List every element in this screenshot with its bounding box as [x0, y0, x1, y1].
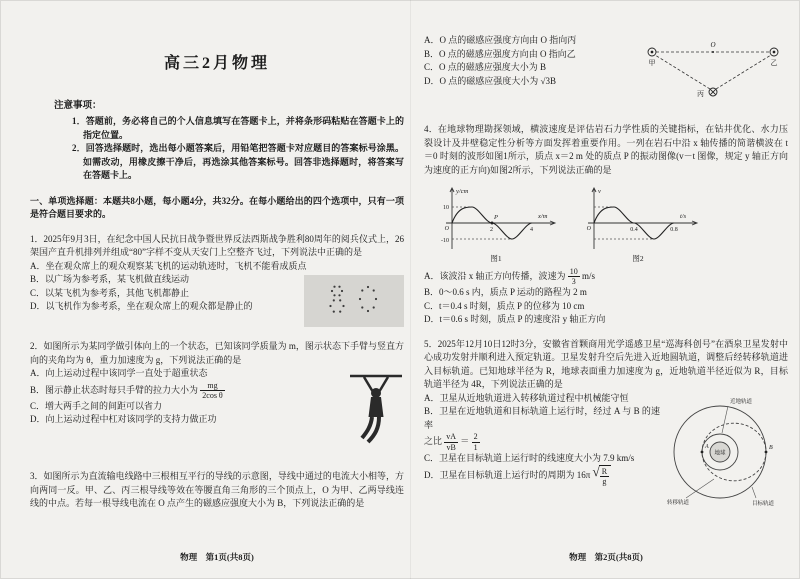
point-b: [765, 450, 768, 453]
fraction-denominator: 2cos θ: [202, 390, 223, 400]
transfer-label: 转移轨道: [667, 499, 690, 506]
section-1-heading: 一、单项选择题：本题共8小题，每小题4分，共32分。在每小题给出的四个选项中，只有一项是符合题目要求的。: [30, 195, 404, 219]
question-2: [30, 340, 404, 459]
q3-option-b: B．O 点的磁感应强度方向由 O 指向乙: [424, 48, 576, 59]
fig2-tick-04: 0.4: [630, 227, 638, 233]
exam-title: 高三2月物理: [163, 55, 270, 72]
label-bing: 丙: [697, 90, 704, 98]
fraction-numerator: vA: [446, 432, 457, 442]
q4-option-a-fraction: [568, 267, 580, 286]
q4-option-b: B．0～0.6 s 内，质点 P 运动的路程为 2 m: [424, 287, 587, 298]
fig1-tick-4: 4: [530, 227, 533, 233]
q2-option-a: A．向上运动过程中该同学一直处于超重状态: [30, 368, 208, 378]
q2-stem: 2．如图所示为某同学做引体向上的一个状态，已知该同学质量为 m，图示状态下手臂与竖直方向的夹角均为 θ，重力加速度为 g，下列说法正确的是: [30, 341, 404, 365]
q2-option-c: C．增大两手之间的间距可以省力: [30, 400, 163, 411]
point-o-dot: [712, 51, 714, 53]
q4-stem: 4．在地球物理勘探领域，横波速度是评估岩石力学性质的关键指标，在钻井优化、水力压裂设计及井壁稳定性分析等方面发挥着重要作用。一列在岩石中沿 x 轴传播的简谐横波在 t＝0 时刻的波形如图1所示，质点 x＝2 m 处的质点 P 的振动图像(v－t 图像，规定 y 轴正方向为速度的正方向)如图2所示，下列说法正确的是: [424, 124, 788, 175]
torso: [369, 397, 384, 417]
fig1-origin: O: [444, 226, 449, 232]
left-leg: [362, 417, 372, 438]
fig2-origin: O: [586, 226, 591, 232]
fig1-p-label: P: [494, 214, 498, 221]
q2-option-b-fraction: [200, 381, 225, 400]
q1-options: [30, 260, 404, 330]
fraction-denominator: 3: [571, 277, 576, 287]
q4-option-d: D．t＝0.6 s 时刻，质点 P 的速度沿 y 轴正方向: [424, 314, 606, 325]
question-3: [30, 470, 404, 511]
fraction-numerator: 10: [569, 267, 578, 276]
point-b-label: B: [769, 444, 773, 451]
target-leader-line: [752, 487, 756, 498]
q3-stem: 3．如图所示为直流输电线路中三根相互平行的导线的示意图，导线中通过的电流大小相等，方向两同一反。甲、乙、丙三根导线等效在等腰直角三角形的三个顶点上，O 为甲、乙两导线连线的中点。若每一根导线电流在 O 点产生的磁感应强度大小为 B，下列说法正确的是: [30, 471, 404, 508]
q4-option-c: C．t＝0.4 s 时刻，质点 P 的位移为 10 cm: [424, 300, 585, 311]
q3-option-d: D．O 点的磁感应强度大小为 √3B: [424, 75, 556, 86]
head: [371, 388, 381, 398]
point-a-label: A: [705, 443, 709, 450]
fig1-ylabel: y/cm: [456, 188, 469, 195]
q3-option-a: A．O 点的磁感应强度方向由 O 指向丙: [424, 35, 577, 45]
q5-sqrt-expression: [593, 465, 611, 486]
notice-item-2: 2．回答选择题时，选出每小题答案后，用铅笔把答题卡对应题目的答案标号涂黑。如需改动，用橡皮擦干净后，再选涂其他答案标号。回答非选择题时，将答案写在答题卡上。: [72, 143, 404, 180]
fraction-denominator: g: [602, 477, 607, 487]
fig2-xlabel: t/s: [680, 213, 687, 220]
page-1: [30, 0, 404, 511]
label-yi: 乙: [770, 59, 778, 67]
fraction-numerator: 2: [473, 432, 478, 442]
q5-stem: 5．2025年12月10日12时3分，安徽省首颗商用光学遥感卫星“巡海科创号”在酒泉卫星发射中心成功发射并顺利进入预定轨道。卫星发射升空后先进入近地圆轨道，调整后经转移轨道进入目标轨道。已知地球半径为 R，地球表面重力加速度为 g，近地轨道半径近似为 R，目标轨道半径为 4R，下列说法正确的是: [424, 338, 788, 390]
page-1-footer: 物理 第1页(共8页): [180, 552, 254, 562]
leo-label: 近地轨道: [730, 398, 753, 405]
waveform-figure-2: [574, 183, 702, 263]
q1-stem: 1．2025年9月3日，在纪念中国人民抗日战争暨世界反法西斯战争胜利80周年的阅兵仪式上，26架国产直升机排列并组成“80”字样不变从天安门上空整齐飞过，下列说法中正确的是: [30, 233, 404, 257]
q3-option-c: C．O 点的磁感应强度大小为 B: [424, 62, 547, 72]
q3-options: [424, 34, 788, 112]
notice-heading: 注意事项：: [54, 101, 102, 111]
q4-option-a: [424, 267, 788, 286]
page-2: [424, 0, 788, 510]
q5-option-a: A．卫星从近地轨道进入转移轨道过程中机械能守恒: [424, 392, 629, 403]
photo-background: [304, 275, 404, 327]
q5-option-b-line1: B．卫星在近地轨道和目标轨道上运行时，经过 A 与 B 的速率: [424, 406, 660, 430]
pullup-figure: [348, 369, 404, 457]
fraction-denominator: vB: [446, 442, 456, 452]
fig2-ylabel: v: [598, 188, 601, 195]
q5-option-c: C．卫星在目标轨道上运行时的线速度大小为 7.9 km/s: [424, 452, 635, 463]
transfer-leader-line: [686, 479, 714, 498]
orbit-figure: [666, 394, 788, 508]
q4-option-a-unit: m/s: [582, 270, 596, 281]
helicopter-formation-photo: [304, 275, 404, 327]
wire-triangle-figure: [638, 36, 788, 110]
q5-options: [424, 392, 788, 510]
fig1-tick-2: 2: [490, 227, 493, 233]
question-5: [424, 338, 788, 510]
q2-option-b-text: B．图示静止状态时每只手臂的拉力大小为: [30, 384, 199, 395]
q5-speed-ratio-fraction: [444, 432, 458, 451]
q2-option-d: D．向上运动过程中杠对该同学的支持力做正功: [30, 414, 217, 425]
fig1-point-p: [491, 222, 494, 225]
page-2-footer: 物理 第2页(共8页): [569, 552, 643, 562]
fraction-denominator: 1: [473, 442, 478, 452]
question-4: [424, 123, 788, 327]
waveform-figure-1: [432, 183, 560, 263]
label-jia: 甲: [648, 59, 656, 67]
q2-options: [30, 367, 404, 459]
triangle-dashed-lines: [655, 52, 771, 89]
q4-figures: [432, 183, 788, 263]
target-label: 目标轨道: [752, 500, 775, 507]
fig2-caption: 图2: [632, 254, 644, 263]
leo-leader-line: [722, 406, 728, 433]
fig1-ymin: -10: [441, 238, 449, 244]
q1-option-c: C．以某飞机为参考系，其他飞机都静止: [30, 287, 190, 298]
q5-option-b-ratio-text: 之比: [424, 436, 443, 447]
point-a: [701, 450, 704, 453]
wire-symbols: [648, 48, 778, 96]
fig1-caption: 图1: [490, 254, 502, 263]
radical-sign: √: [592, 464, 600, 480]
fig2-tick-08: 0.8: [670, 227, 678, 233]
q1-option-d: D．以飞机作为参考系，坐在观众席上的观众都是静止的: [30, 301, 253, 311]
fraction-numerator: mg: [200, 381, 225, 391]
q5-option-d-text: D．卫星在目标轨道上运行时的周期为 16π: [424, 470, 591, 480]
label-o: O: [710, 41, 716, 49]
notice-item-1: 1．答题前，务必将自己的个人信息填写在答题卡上，并将条形码粘贴在答题卡上的指定位置。: [72, 116, 404, 140]
earth-label: 地球: [714, 450, 726, 457]
fig1-ymax: 10: [443, 205, 449, 211]
page-divider: [410, 0, 411, 579]
q5-equals-sign: ＝: [460, 436, 470, 447]
q5-ratio-value-fraction: [472, 432, 480, 451]
q1-option-b: B．以广场为参考系，某飞机做直线运动: [30, 274, 190, 284]
q1-option-a: A．坐在观众席上的观众观察某飞机的运动轨迹时，飞机不能看成质点: [30, 260, 307, 271]
fraction-numerator: R: [601, 467, 608, 477]
question-1: [30, 233, 404, 330]
q5-sqrt-fraction: [600, 467, 609, 486]
fig1-xlabel: x/m: [538, 213, 548, 220]
q4-option-a-text: A．该波沿 x 轴正方向传播，波速为: [424, 270, 566, 281]
